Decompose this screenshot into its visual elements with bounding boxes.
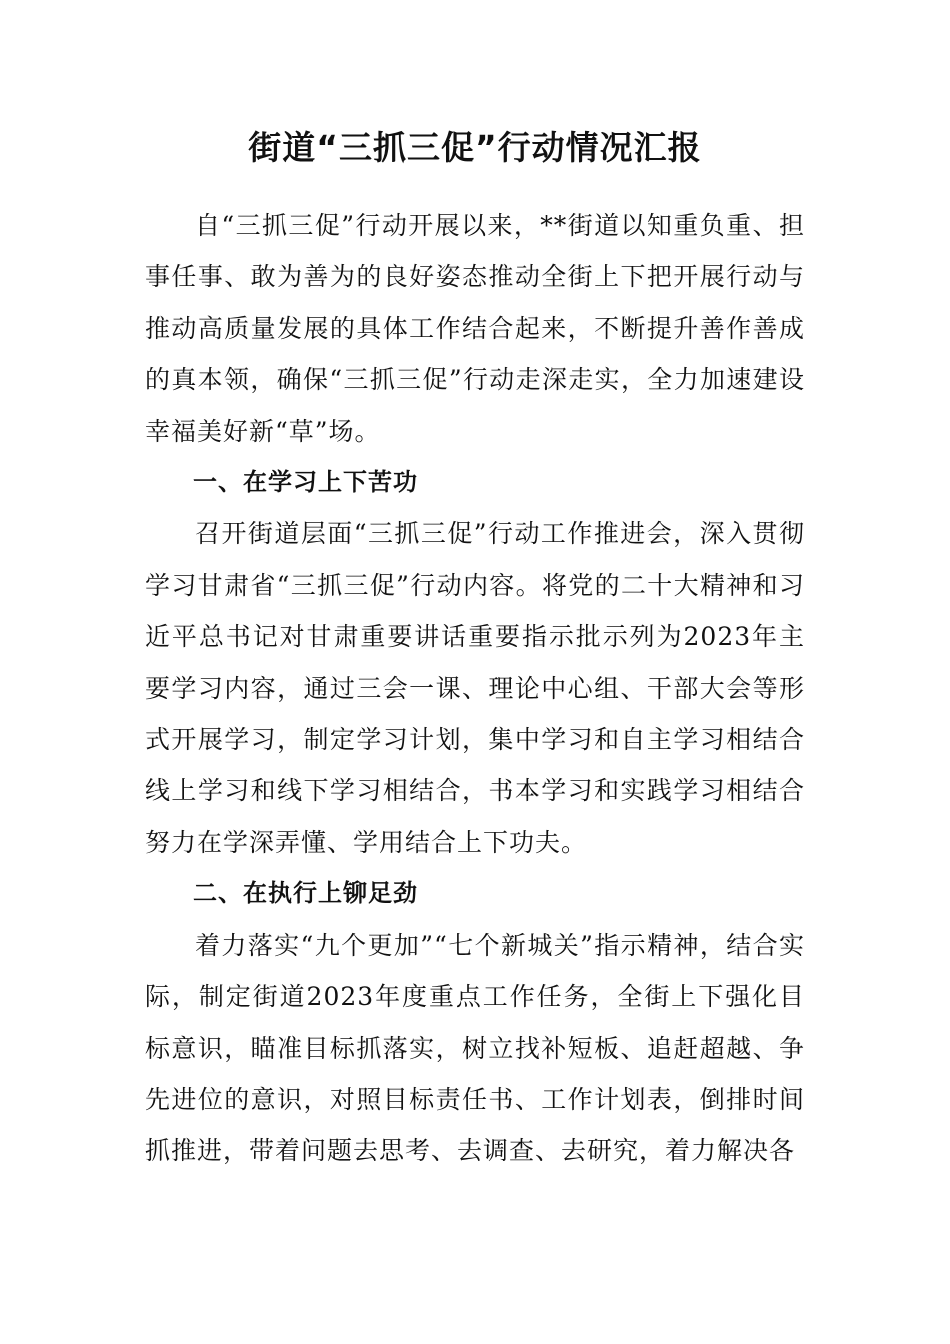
- intro-paragraph: 自“三抓三促”行动开展以来，**街道以知重负重、担事任事、敢为善为的良好姿态推动全街上下把开展行动与推动高质量发展的具体工作结合起来，不断提升善作善成的真本领，确保“三抓三促”行动走深走实，全力加速建设幸福美好新“草”场。: [145, 211, 805, 446]
- section-heading-execution: 二、在执行上铆足劲: [193, 879, 418, 908]
- section-body-execution: 着力落实“九个更加”“七个新城关”指示精神，结合实际，制定街道2023年度重点工作任务，全街上下强化目标意识，瞄准目标抓落实，树立找补短板、追赶超越、争先进位的意识，对照目标责任书、工作计划表，倒排时间抓推进，带着问题去思考、去调查、去研究，着力解决各: [145, 930, 805, 1166]
- document-page: [145, 120, 805, 1177]
- document-title: 街道“三抓三促”行动情况汇报: [248, 128, 702, 167]
- section-heading-study: 一、在学习上下苦功: [193, 468, 418, 497]
- section-body-study: 召开街道层面“三抓三促”行动工作推进会，深入贯彻学习甘肃省“三抓三促”行动内容。将党的二十大精神和习近平总书记对甘肃重要讲话重要指示批示列为2023年主要学习内容，通过三会一课、理论中心组、干部大会等形式开展学习，制定学习计划，集中学习和自主学习相结合线上学习和线下学习相结合，书本学习和实践学习相结合努力在学深弄懂、学用结合上下功夫。: [145, 519, 805, 857]
